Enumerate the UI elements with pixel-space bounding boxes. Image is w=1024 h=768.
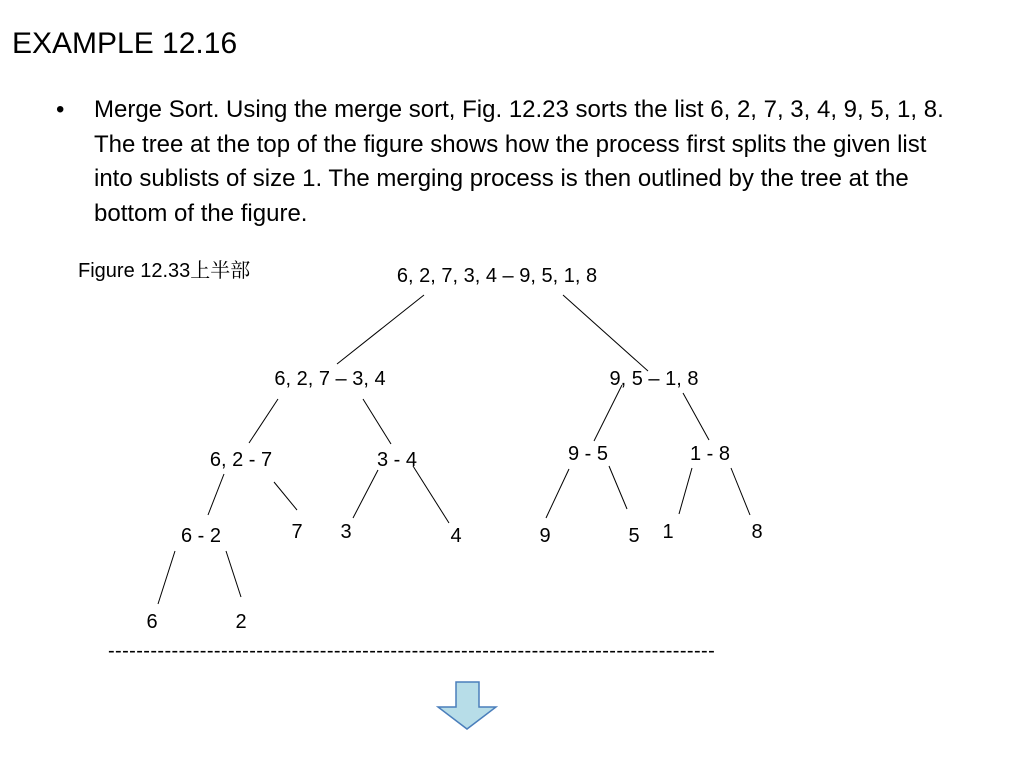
- tree-edge: [609, 466, 627, 509]
- tree-node-right-right: 1 - 8: [689, 443, 731, 465]
- bullet-text: Merge Sort. Using the merge sort, Fig. 12.23 sorts the list 6, 2, 7, 3, 4, 9, 5, 1, 8. The tree at the top of the figure shows how the process first splits the given list into sublists of size 1. The merging process is then outlined by the tree at the bottom of the figure.: [94, 96, 944, 227]
- down-arrow-icon: [436, 681, 498, 731]
- tree-node-left-right: 3 - 4: [376, 449, 418, 471]
- tree-leaf-6: 6: [146, 611, 158, 633]
- dashed-separator: --------------------------------------------------------------------------------------: [108, 641, 716, 661]
- tree-edge: [249, 399, 278, 443]
- tree-node-root: 6, 2, 7, 3, 4 – 9, 5, 1, 8: [396, 265, 598, 287]
- tree-node-right: 9, 5 – 1, 8: [609, 368, 699, 390]
- tree-leaf-1: 1: [662, 521, 674, 543]
- tree-edge: [274, 482, 297, 510]
- tree-edge: [731, 468, 750, 515]
- tree-leaf-8: 8: [751, 521, 763, 543]
- tree-edge: [158, 551, 175, 604]
- tree-leaf-3: 3: [340, 521, 352, 543]
- tree-edge: [413, 466, 449, 523]
- tree-edge: [353, 470, 378, 518]
- tree-edge: [208, 474, 224, 515]
- tree-leaf-9: 9: [539, 525, 551, 547]
- tree-edge: [226, 551, 241, 597]
- slide-title: EXAMPLE 12.16: [12, 27, 238, 60]
- tree-edge: [546, 469, 569, 518]
- tree-node-six-two: 6 - 2: [180, 525, 222, 547]
- tree-edge: [679, 468, 692, 514]
- tree-edge: [594, 385, 622, 441]
- tree-edge: [683, 393, 709, 440]
- bullet-mark: •: [56, 96, 65, 123]
- tree-leaf-4: 4: [450, 525, 462, 547]
- tree-leaf-5: 5: [628, 525, 640, 547]
- tree-node-right-left: 9 - 5: [567, 443, 609, 465]
- tree-node-left-left: 6, 2 - 7: [209, 449, 273, 471]
- tree-edge: [363, 399, 391, 444]
- tree-leaf-2: 2: [235, 611, 247, 633]
- tree-edge: [563, 295, 648, 371]
- figure-caption: Figure 12.33上半部: [78, 260, 251, 282]
- tree-node-left: 6, 2, 7 – 3, 4: [274, 368, 386, 390]
- tree-leaf-7: 7: [291, 521, 303, 543]
- tree-edge: [337, 295, 424, 364]
